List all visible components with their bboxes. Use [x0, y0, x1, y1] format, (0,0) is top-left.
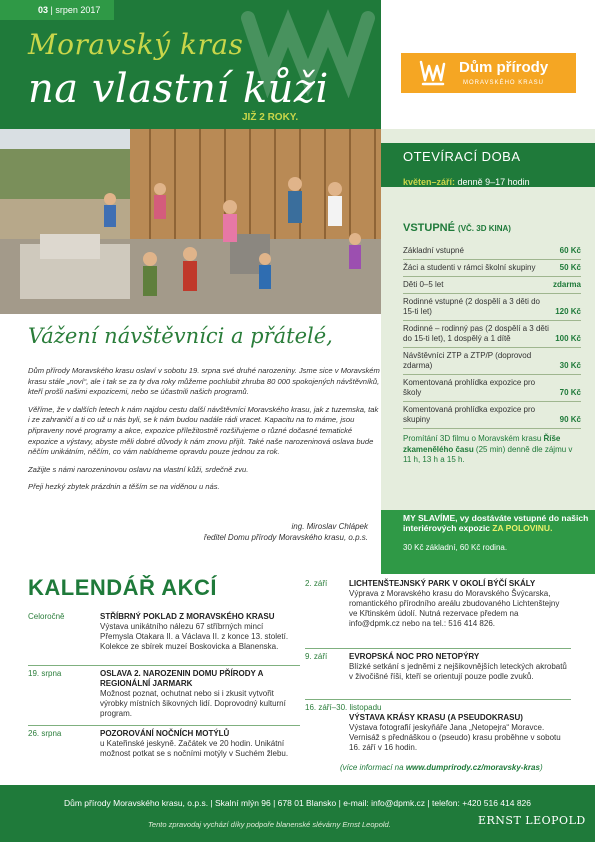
event-body — [349, 652, 569, 682]
event-body — [100, 612, 298, 652]
price-value: 50 Kč — [549, 260, 581, 277]
event-date: 9. září — [305, 652, 328, 661]
event-title: STŘÍBRNÝ POKLAD Z MORAVSKÉHO KRASU — [100, 612, 275, 621]
price-value: 60 Kč — [549, 243, 581, 260]
signature-name: ing. Miroslav Chlápek — [291, 522, 368, 531]
opening-hours-title: OTEVÍRACÍ DOBA — [403, 149, 521, 164]
price-label: Komentovaná prohlídka expozice pro školy — [403, 375, 549, 402]
logo-subtitle: MORAVSKÉHO KRASU — [463, 80, 544, 86]
signature-role: ředitel Domu přírody Moravského krasu, o.p.s. — [203, 533, 368, 542]
price-label: Rodinné – rodinný pas (2 dospělí a 3 děti do 15-ti let), 1 dospělý a 1 dítě — [403, 321, 549, 348]
event-body — [349, 579, 569, 629]
letter-signature — [0, 521, 368, 543]
film-promo: Promítání 3D filmu o Moravském krasu Říše zkamenělého času (25 min) denně dle zájmu v 11 h, 13 h a 15 h. — [403, 434, 573, 464]
event-item — [28, 729, 300, 779]
price-label: Základní vstupné — [403, 243, 549, 260]
event-text: Možnost poznat, ochutnat nebo si i zkusit vytvořit výrobky místních šikovných lidí. Doprovodný kulturní program. — [100, 689, 286, 718]
price-label: Žáci a studenti v rámci školní skupiny — [403, 260, 549, 277]
letter-paragraph: Dům přírody Moravského krasu oslaví v sobotu 19. srpna své druhé narozeniny. Jsme sice v Moravském krasu stále „noví“, ale i tak se za ty dva roky můžeme pochlubit zhruba 80 000 spokojených návštěvníků, kteří prošli našimi expozicemi, nebo se účastnili našich programů. — [28, 366, 380, 397]
opening-hours-line: květen–září: denně 9–17 hodin — [403, 177, 530, 187]
sponsor-logo: ERNST LEOPOLD — [478, 814, 586, 827]
event-text: Blízké setkání s jedněmi z nejšikovnějších leteckých akrobatů v živočišné říši, kteří se orientují pouze podle zvuků. — [349, 662, 567, 681]
event-title: EVROPSKÁ NOC PRO NETOPÝRY — [349, 652, 480, 661]
event-divider — [305, 648, 571, 649]
event-title: POZOROVÁNÍ NOČNÍCH MOTÝLŮ — [100, 729, 230, 738]
celebration-text: MY SLAVÍME, vy dostáváte vstupné do našich interiérových expozic ZA POLOVINU. — [403, 513, 589, 533]
letter-body — [28, 366, 380, 500]
footer-contact: Dům přírody Moravského krasu, o.p.s. | Skalní mlýn 96 | 678 01 Blansko | e-mail: info@dpmk.cz | telefon: +420 516 414 826 — [63, 798, 532, 808]
price-row — [403, 375, 581, 402]
calendar-title: KALENDÁŘ AKCÍ — [28, 575, 218, 600]
event-divider — [28, 725, 300, 726]
price-row — [403, 321, 581, 348]
price-label: Rodinné vstupné (2 dospělí a 3 děti do 15-ti let) — [403, 294, 549, 321]
info-sidebar — [381, 129, 595, 574]
price-row — [403, 277, 581, 294]
event-date: 26. srpna — [28, 729, 62, 738]
event-divider — [305, 699, 571, 700]
event-item — [28, 669, 300, 729]
celebration-box — [381, 510, 595, 574]
logo-box — [381, 0, 595, 129]
price-row — [403, 243, 581, 260]
price-value: zdarma — [549, 277, 581, 294]
price-value: 30 Kč — [549, 348, 581, 375]
price-value: 120 Kč — [549, 294, 581, 321]
price-row — [403, 260, 581, 277]
event-text: Výprava z Moravského krasu do Moravského Švýcarska, romantického přírodního areálu zbudovaného Lichtenštejny ve Křtinském údolí. Nutná rezervace předem na info@dpmk.cz nebo na tel.: 516 414 826. — [349, 589, 560, 628]
event-body — [100, 669, 298, 719]
price-row — [403, 402, 581, 429]
logo-name: Dům přírody — [459, 59, 549, 76]
event-date: 19. srpna — [28, 669, 62, 678]
more-info-link[interactable]: (více informací na www.dumprirody.cz/moravsky-kras) — [340, 763, 543, 772]
price-value: 70 Kč — [549, 375, 581, 402]
visitors-photo — [0, 129, 381, 314]
event-item — [305, 652, 571, 698]
hand-logo-icon — [417, 58, 447, 88]
letter-paragraph: Věříme, že v dalších letech k nám najdou cestu další návštěvníci Moravského krasu, jak z tuzemska, tak i ze zahraničí a ti co už u nás byli, se k nám budou nadále rádi vracet. Kapacitu na to máme, jsou připraveny nové programy a akce, expozice příležitostně rozšiřujeme o různé dočasné tematické expozice a výstavy, abyste měli dobré důvody k nám znovu přijít. Také naše narozeninová oslava bude něčím unikátním, něčím, co vám nabídneme opravdu pouze jednou za rok. — [28, 404, 379, 457]
price-label: Děti 0–5 let — [403, 277, 549, 294]
price-label: Komentovaná prohlídka expozice pro skupiny — [403, 402, 549, 429]
event-title: LICHTENŠTEJNSKÝ PARK V OKOLÍ BÝČÍ SKÁLY — [349, 579, 536, 588]
celebration-subtext: 30 Kč základní, 60 Kč rodina. — [403, 543, 508, 552]
event-body — [100, 729, 298, 759]
footer — [0, 785, 595, 842]
logo[interactable] — [401, 53, 576, 93]
letter-paragraph: Zažijte s námi narozeninovou oslavu na vlastní kůži, srdečně zvu. — [28, 464, 249, 474]
price-value: 90 Kč — [549, 402, 581, 429]
price-label: Návštěvníci ZTP a ZTP/P (doprovod zdarma) — [403, 348, 549, 375]
subtitle: JIŽ 2 ROKY. — [242, 112, 299, 123]
price-row — [403, 294, 581, 321]
letter-paragraph: Přeji hezký zbytek prázdnin a těším se na viděnou u nás. — [28, 482, 220, 492]
issue-label: 03 | srpen 2017 — [0, 0, 114, 20]
event-text: Výstava unikátního nálezu 67 stříbrných mincí Přemysla Otakara II. a Václava II. z konce 13. století. Kolekce ze sbírek muzeí Boskovicka a Blanenska. — [100, 622, 289, 651]
admission-title: VSTUPNÉ (VČ. 3D KINA) — [403, 222, 511, 234]
event-title: VÝSTAVA KRÁSY KRASU (A PSEUDOKRASU) — [349, 713, 523, 722]
event-item — [305, 703, 571, 759]
event-body — [305, 713, 571, 753]
price-row — [403, 348, 581, 375]
event-date: Celoročně — [28, 612, 65, 621]
event-date: 16. září–30. listopadu — [305, 703, 382, 712]
letter-greeting: Vážení návštěvníci a přátelé, — [28, 324, 333, 348]
event-divider — [28, 665, 300, 666]
event-text: Výstava fotografií jeskyňáře Jana „Netopejra“ Moravce. Vernisáž s přednáškou o (pseudo) krasu proběhne v sobotu 16. září v 16 hodin. — [349, 723, 561, 752]
title-line-1: Moravský kras — [28, 28, 244, 61]
price-table — [403, 243, 581, 429]
footer-note: Tento zpravodaj vychází díky podpoře blanenské slévárny Ernst Leopold. — [148, 820, 391, 829]
price-value: 100 Kč — [549, 321, 581, 348]
event-text: u Kateřinské jeskyně. Začátek ve 20 hodin. Unikátní možnost potkat se s nočními motýly v Suchém žlebu. — [100, 739, 289, 758]
event-title: OSLAVA 2. NAROZENIN DOMU PŘÍRODY A REGIONÁLNÍ JARMARK — [100, 669, 264, 688]
event-date: 2. září — [305, 579, 328, 588]
event-item — [305, 579, 571, 645]
title-line-2: na vlastní kůži — [28, 66, 329, 112]
event-item — [28, 612, 300, 672]
